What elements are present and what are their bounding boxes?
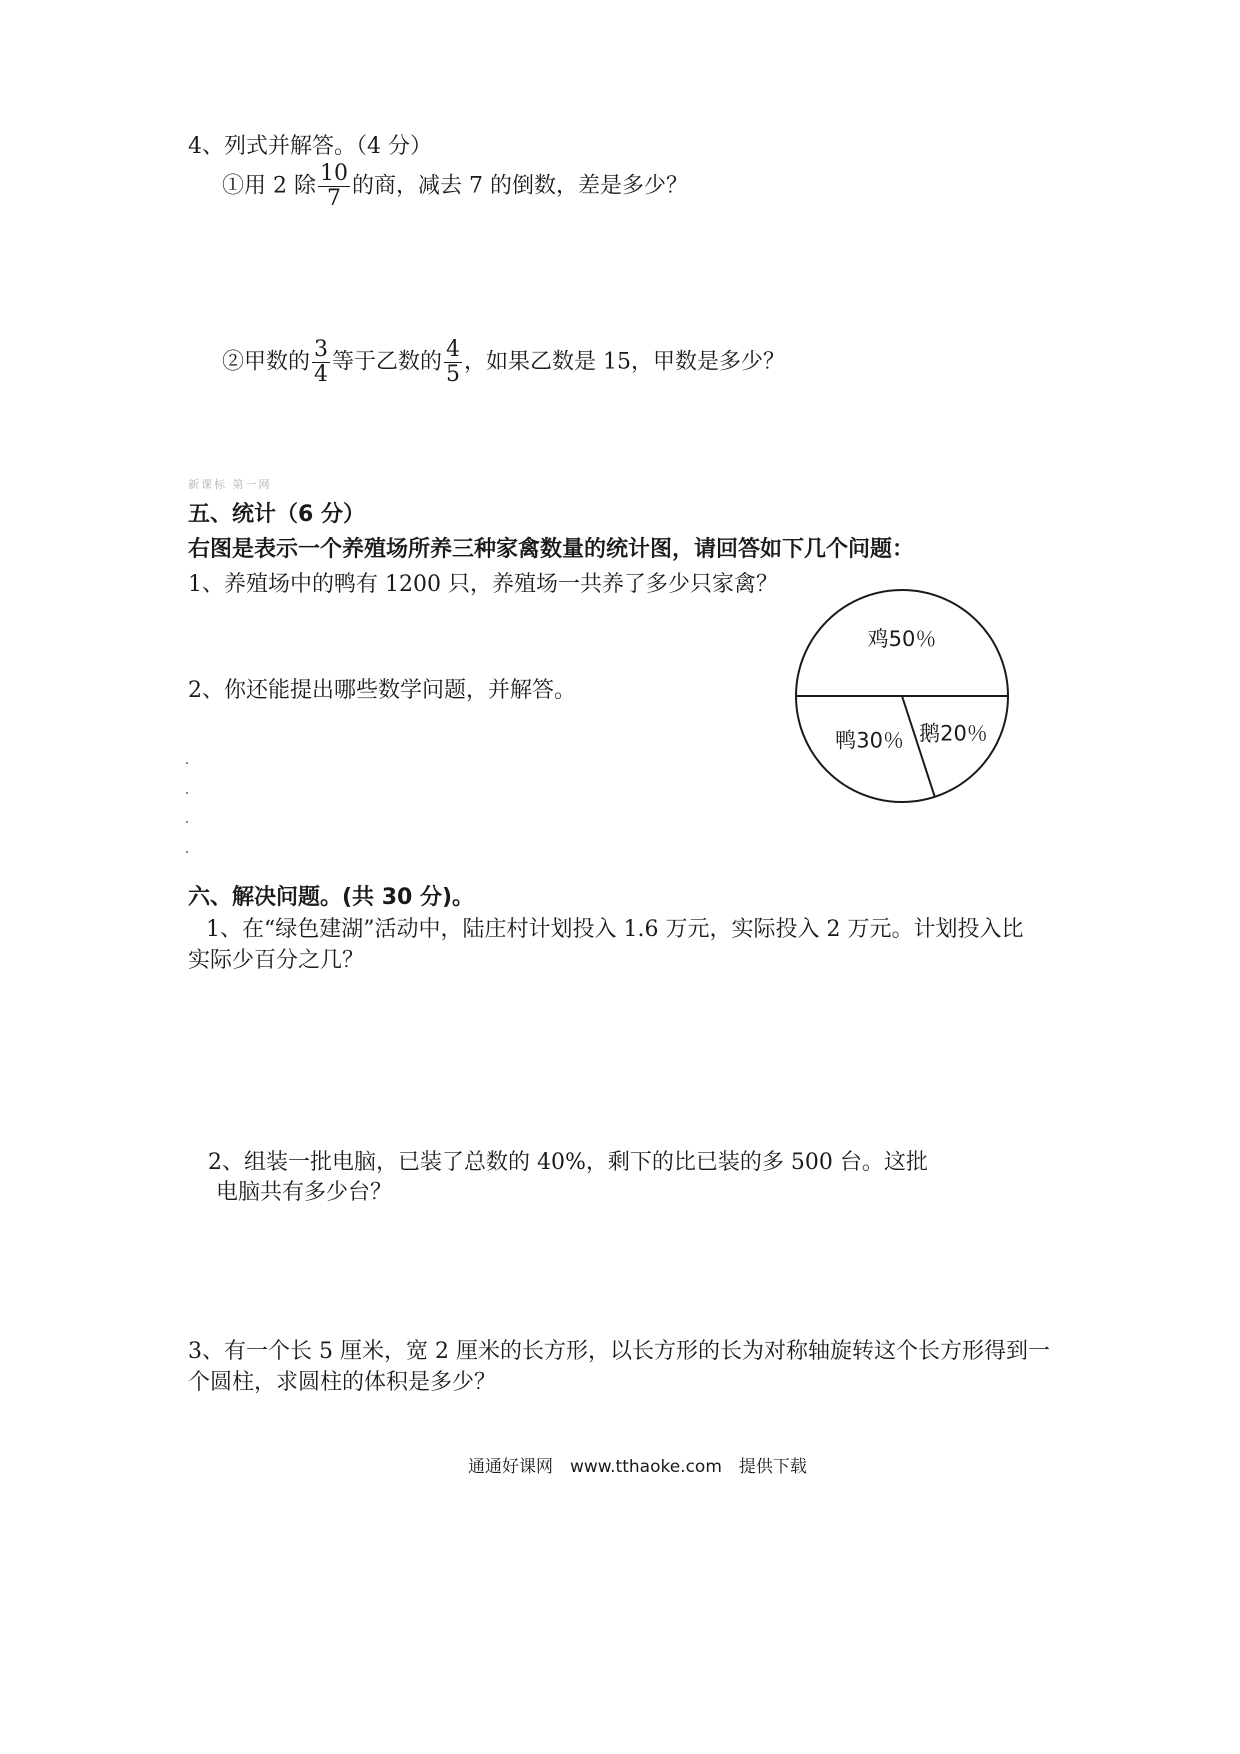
- section5-title: 五、统计（6 分）: [188, 502, 365, 527]
- fraction-numerator: 10: [319, 161, 348, 186]
- section5-intro: 右图是表示一个养殖场所养三种家禽数量的统计图，请回答如下几个问题：: [188, 537, 915, 562]
- fraction-denominator: 7: [326, 186, 341, 212]
- watermark-text: 新课标 第一网: [188, 478, 272, 491]
- section6-question-3-line-2: 个圆柱，求圆柱的体积是多少？: [188, 1370, 497, 1395]
- pie-slice-label-鹅: 鹅20％: [919, 721, 988, 746]
- section4-title: 4、列式并解答。（4 分）: [188, 134, 432, 159]
- section5-question-2: 2、你还能提出哪些数学问题，并解答。: [188, 678, 576, 703]
- q2-mid: 等于乙数的: [332, 349, 443, 375]
- section6-question-2-line-1: 2、组装一批电脑，已装了总数的 40%，剩下的比已装的多 500 台。这批: [208, 1150, 928, 1175]
- q1-suffix: 的商，减去 7 的倒数，差是多少？: [351, 173, 688, 199]
- section6-question-2-line-2: 电脑共有多少台？: [216, 1180, 393, 1205]
- footer-source: 通通好课网 www.tthaoke.com 提供下载: [468, 1457, 807, 1477]
- pie-slice-label-鸡: 鸡50％: [867, 626, 937, 651]
- scan-dot: [186, 821, 188, 823]
- pie-divider-line: [902, 696, 935, 797]
- scan-dot: [186, 762, 188, 764]
- section5-question-1: 1、养殖场中的鸭有 1200 只，养殖场一共养了多少只家禽？: [188, 572, 778, 597]
- fraction-numerator: 4: [446, 337, 461, 362]
- pie-slice-label-鸭: 鸭30％: [835, 728, 904, 753]
- scan-dot: [186, 851, 188, 853]
- q2-prefix: ②甲数的: [222, 349, 311, 375]
- scan-dot: [186, 792, 188, 794]
- section6-title: 六、解决问题。(共 30 分)。: [188, 885, 475, 910]
- q2-suffix: ，如果乙数是 15，甲数是多少？: [464, 349, 786, 375]
- section6-question-1-line-1: 1、在“绿色建湖”活动中，陆庄村计划投入 1.6 万元，实际投入 2 万元。计划投入比: [206, 917, 1024, 942]
- fraction-denominator: 5: [446, 362, 461, 388]
- fraction-numerator: 3: [314, 337, 329, 362]
- pie-chart-layer: [796, 590, 1008, 802]
- fraction-denominator: 4: [314, 362, 329, 388]
- section6-question-1-line-2: 实际少百分之几？: [188, 948, 365, 973]
- q1-prefix: ①用 2 除: [222, 173, 316, 199]
- section6-question-3-line-1: 3、有一个长 5 厘米，宽 2 厘米的长方形，以长方形的长为对称轴旋转这个长方形得到一: [188, 1339, 1050, 1364]
